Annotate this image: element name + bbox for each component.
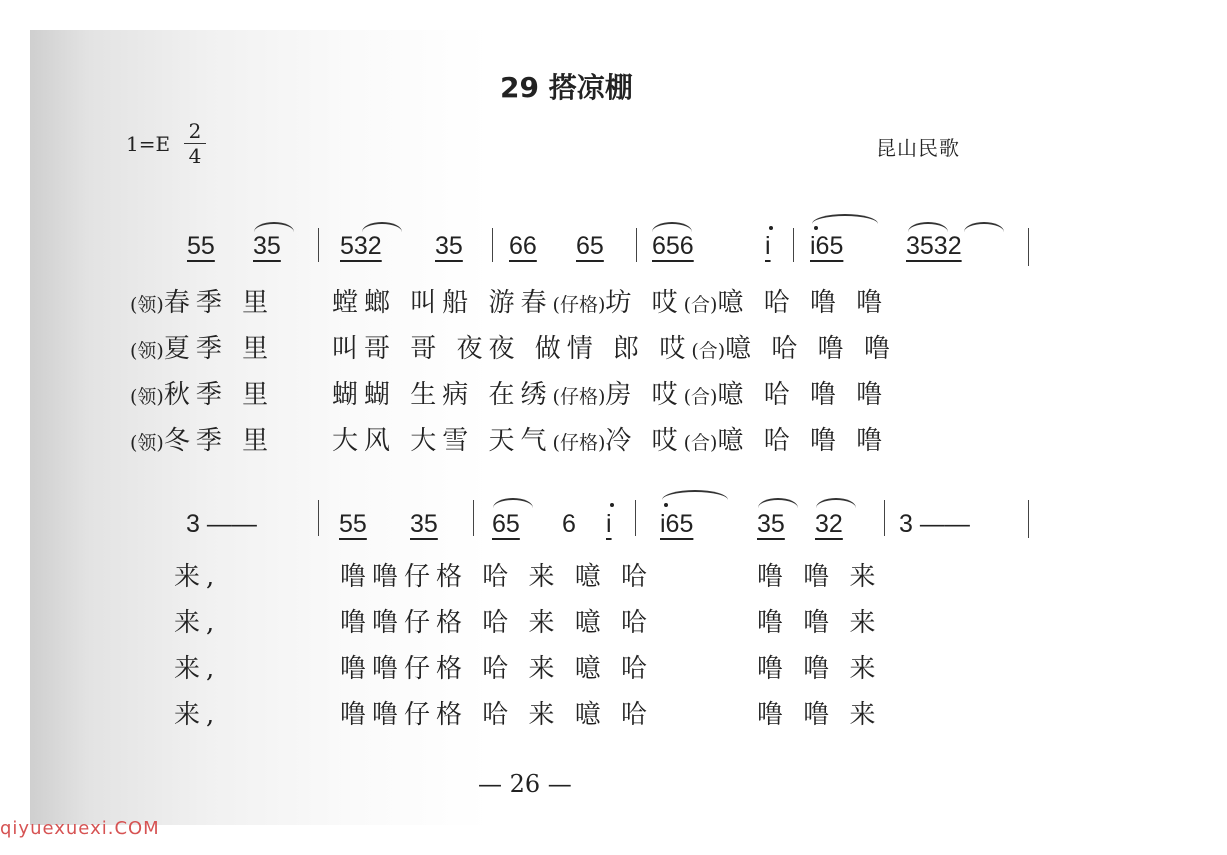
lyric-line: 噜噜仔格 哈 来 噫 哈	[340, 654, 654, 684]
song-origin: 昆山民歌	[876, 136, 960, 160]
lyric-line: (领)夏季 里	[130, 334, 275, 364]
time-signature	[180, 120, 210, 167]
note-group: 65	[576, 232, 604, 260]
lyric-line: (领)冬季 里	[130, 426, 275, 456]
bar-line	[884, 500, 885, 536]
high-octave-dot	[814, 226, 818, 230]
note-group: i	[606, 510, 612, 538]
bar-line	[318, 228, 319, 262]
lyric-line: 噜噜仔格 哈 来 噫 哈	[340, 700, 654, 730]
note-group: 6	[562, 510, 576, 538]
note-group: 32	[815, 510, 843, 538]
lyric-line: 来,	[174, 700, 221, 730]
note-group: 3 ——	[186, 510, 257, 538]
high-octave-dot	[610, 503, 614, 507]
key-signature: 1=E	[126, 132, 171, 156]
note-group: 532	[340, 232, 382, 260]
note-group: 35	[410, 510, 438, 538]
lyric-line: 噜 噜 来	[757, 700, 882, 730]
lyric-line: (领)秋季 里	[130, 380, 275, 410]
bar-line	[473, 500, 474, 536]
note-group: i65	[810, 232, 844, 260]
lyric-line: 噜 噜 来	[757, 654, 882, 684]
lyric-line: 噜 噜 来	[757, 608, 882, 638]
bar-line	[1028, 228, 1029, 266]
lyric-line: 大风 大雪 天气(仔格)冷 哎(合)噫 哈 噜 噜	[332, 426, 889, 456]
note-group: 35	[253, 232, 281, 260]
note-group: 35	[435, 232, 463, 260]
note-group: 55	[187, 232, 215, 260]
note-group: 656	[652, 232, 694, 260]
bar-line	[318, 500, 319, 536]
lyric-line: 来,	[174, 562, 221, 592]
lyric-line: 来,	[174, 608, 221, 638]
note-group: 66	[509, 232, 537, 260]
bar-line	[1028, 500, 1029, 538]
high-octave-dot	[769, 226, 773, 230]
bar-line	[793, 228, 794, 262]
lyric-line: 噜噜仔格 哈 来 噫 哈	[340, 562, 654, 592]
note-group: 3 ——	[899, 510, 970, 538]
lyric-line: (领)春季 里	[130, 288, 275, 318]
time-numerator: 2	[188, 119, 202, 143]
bar-line	[636, 228, 637, 262]
note-group: i	[765, 232, 771, 260]
bar-line	[492, 228, 493, 262]
song-title: 29 搭凉棚	[500, 71, 633, 104]
lyric-line: 叫哥 哥 夜夜 做情 郎 哎(合)噫 哈 噜 噜	[332, 334, 896, 364]
site-watermark: qiyuexuexi.COM	[0, 818, 160, 839]
note-group: 55	[339, 510, 367, 538]
lyric-line: 螳螂 叫船 游春(仔格)坊 哎(合)噫 哈 噜 噜	[332, 288, 889, 318]
bar-line	[635, 500, 636, 536]
note-group: 65	[492, 510, 520, 538]
high-octave-dot	[664, 503, 668, 507]
lyric-line: 噜噜仔格 哈 来 噫 哈	[340, 608, 654, 638]
page-number: — 26 —	[478, 770, 572, 798]
lyric-line: 来,	[174, 654, 221, 684]
note-group: 3532	[906, 232, 962, 260]
note-group: i65	[660, 510, 694, 538]
lyric-line: 噜 噜 来	[757, 562, 882, 592]
lyric-line: 蝴蝴 生病 在绣(仔格)房 哎(合)噫 哈 噜 噜	[332, 380, 889, 410]
note-group: 35	[757, 510, 785, 538]
time-denominator: 4	[188, 144, 202, 168]
